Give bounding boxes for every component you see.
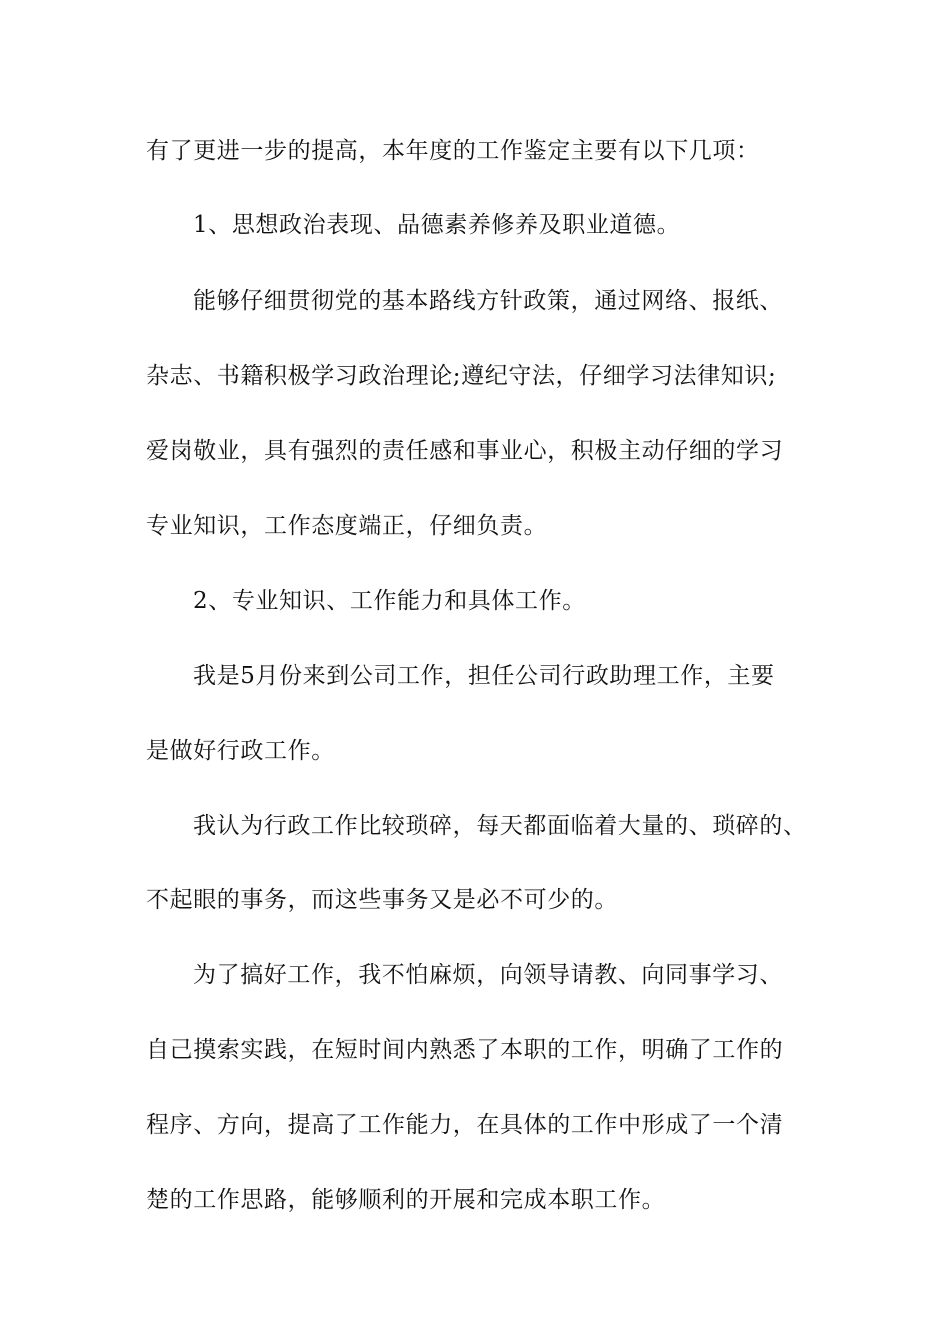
- text-line: 为了搞好工作，我不怕麻烦，向领导请教、向同事学习、: [193, 962, 783, 988]
- section-heading: 2、专业知识、工作能力和具体工作。: [193, 588, 586, 614]
- text-line: 不起眼的事务，而这些事务又是必不可少的。: [146, 887, 618, 913]
- text-line: 程序、方向，提高了工作能力，在具体的工作中形成了一个清: [146, 1112, 784, 1138]
- text-line: 是做好行政工作。: [146, 738, 335, 764]
- section-heading: 1、思想政治表现、品德素养修养及职业道德。: [193, 212, 681, 238]
- text-line: 爱岗敬业，具有强烈的责任感和事业心，积极主动仔细的学习: [146, 438, 784, 464]
- text-line: 专业知识，工作态度端正，仔细负责。: [146, 513, 548, 539]
- text-line: 楚的工作思路，能够顺利的开展和完成本职工作。: [146, 1187, 666, 1213]
- text-line: 有了更进一步的提高，本年度的工作鉴定主要有以下几项：: [146, 138, 760, 164]
- text-line: 我是5月份来到公司工作，担任公司行政助理工作，主要: [193, 663, 775, 689]
- text-line: 我认为行政工作比较琐碎，每天都面临着大量的、琐碎的、: [193, 813, 807, 839]
- text-line: 自己摸索实践，在短时间内熟悉了本职的工作，明确了工作的: [146, 1037, 784, 1063]
- text-line: 杂志、书籍积极学习政治理论;遵纪守法，仔细学习法律知识;: [146, 363, 777, 389]
- text-line: 能够仔细贯彻党的基本路线方针政策，通过网络、报纸、: [193, 288, 783, 314]
